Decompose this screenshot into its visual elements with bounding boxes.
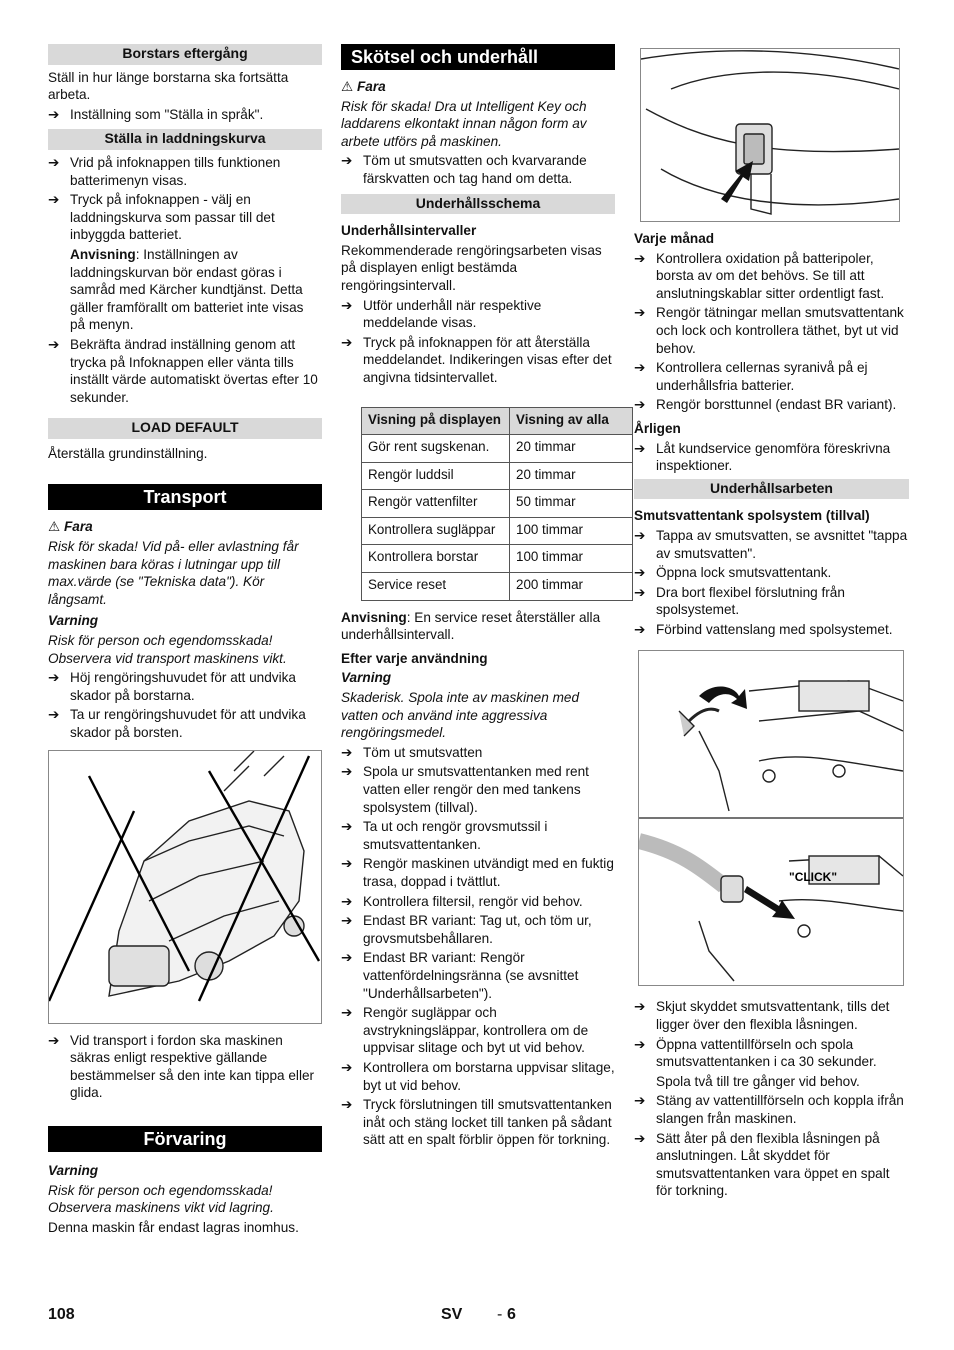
instruction-item: ➔ Vrid på infoknappen tills funktionen batterimenyn visas. (48, 154, 281, 188)
instruction-item: ➔ Inställning som "Ställa in språk". (48, 106, 264, 122)
arrow-icon: ➔ (341, 950, 353, 966)
instruction-item: ➔ Kontrollera om borstarna uppvisar slitage, byt ut vid behov. (341, 1059, 615, 1093)
instruction-item: ➔ Kontrollera cellernas syranivå på ej underhållsfria batterier. (634, 360, 868, 393)
heading-borstars-eftergang: Borstars eftergång (48, 44, 322, 65)
warning-label: Varning (48, 613, 99, 629)
arrow-icon: ➔ (341, 297, 353, 313)
heading-underhallsschema: Underhållsschema (341, 194, 615, 215)
arrow-icon: ➔ (341, 153, 353, 169)
arrow-icon: ➔ (48, 670, 60, 686)
arrow-icon: ➔ (341, 913, 353, 929)
subheading-intervall: Underhållsintervaller (341, 223, 477, 239)
page-number: 108 (48, 1306, 75, 1323)
arrow-icon: ➔ (341, 334, 353, 350)
arrow-icon: ➔ (634, 584, 646, 600)
note: Anvisning: En service reset återställer alla underhållsintervall. (341, 609, 601, 643)
danger-text: Risk för skada! Dra ut Intelligent Key och laddarens elkontakt innan någon form av arbete utförs på maskinen. (341, 98, 587, 149)
heading-load-default: LOAD DEFAULT (48, 418, 322, 439)
arrow-icon: ➔ (634, 565, 646, 581)
arrow-icon: ➔ (341, 856, 353, 872)
column-middle (341, 44, 615, 1151)
footer-separator: - (497, 1306, 503, 1323)
table-row (362, 462, 633, 490)
table-cell: 100 timmar (510, 517, 633, 545)
transport-illustration (48, 750, 322, 1024)
paragraph: Denna maskin får endast lagras inomhus. (48, 1219, 299, 1235)
instruction-item: ➔ Tappa av smutsvatten, se avsnittet "tappa av smutsvatten". (634, 527, 908, 561)
arrow-icon: ➔ (634, 1036, 646, 1052)
arrow-icon: ➔ (634, 621, 646, 637)
instruction-item: ➔ Rengör borsttunnel (endast BR variant). (634, 397, 897, 413)
instruction-item: ➔ Rengör tätningar mellan smutsvattentank och lock och kontrollera täthet, byt ut vid behov. (634, 305, 904, 356)
table-row (362, 573, 633, 601)
table-cell: Kontrollera sugläppar (362, 517, 510, 545)
instruction-item: ➔ Ta ur rengöringshuvudet för att undvika skador på borsten. (48, 707, 306, 740)
language-code: SV (441, 1306, 463, 1323)
column-right (634, 44, 909, 1202)
instruction-item: ➔ Öppna vattentillförseln och spola smutsvattentanken i ca 30 sekunder. (634, 1036, 877, 1070)
instruction-item: ➔ Kontrollera filtersil, rengör vid behov. (341, 893, 583, 909)
subheading-arligen: Årligen (634, 420, 681, 436)
instruction-item: ➔ Skjut skyddet smutsvattentank, tills det ligger över den flexibla låsningen. (634, 999, 890, 1033)
section-title-skotsel: Skötsel och underhåll (341, 44, 615, 70)
heading-underhallsarbeten: Underhållsarbeten (634, 479, 909, 500)
arrow-icon: ➔ (48, 336, 60, 352)
table-cell: 100 timmar (510, 545, 633, 573)
click-label: "CLICK" (789, 870, 838, 885)
arrow-icon: ➔ (634, 440, 646, 456)
warning-text: Skaderisk. Spola inte av maskinen med vatten och använd inte aggressiva rengöringsmedel. (341, 690, 580, 741)
subheading-manad: Varje månad (634, 231, 715, 246)
instruction-item: ➔ Låt kundservice genomföra föreskrivna inspektioner. (634, 440, 891, 474)
section-title-transport: Transport (48, 484, 322, 510)
note: Anvisning: Inställningen av laddningskurvan bör endast göras i samråd med Kärcher kundtjänst. Detta gäller framförallt om batteriet inte visas på menyn. (70, 246, 304, 333)
arrow-icon: ➔ (341, 893, 353, 909)
arrow-icon: ➔ (48, 707, 60, 723)
instruction-item: ➔ Sätt åter på den flexibla låsningen på anslutningen. Låt skyddet för smutsvattentanken vara öppet en spalt för torkning. (634, 1130, 890, 1199)
arrow-icon: ➔ (341, 764, 353, 780)
table-cell: 20 timmar (510, 435, 633, 463)
table-cell: 200 timmar (510, 573, 633, 601)
subheading-spolsystem: Smutsvattentank spolsystem (tillval) (634, 508, 870, 524)
instruction-item: ➔ Rengör maskinen utvändigt med en fuktig trasa, doppad i tvättlut. (341, 856, 614, 889)
section-title-forvaring: Förvaring (48, 1126, 322, 1152)
warning-triangle-icon: ⚠ (341, 79, 357, 94)
subheading-efter: Efter varje användning (341, 650, 488, 666)
paragraph: Spola två till tre gånger vid behov. (656, 1073, 860, 1089)
danger-text: Risk för skada! Vid på- eller avlastning får maskinen bara köras i lutningar upp till max.värde (se "Tekniska data"). Kör långsamt. (48, 539, 299, 607)
table-cell: Gör rent sugskenan. (362, 435, 510, 463)
arrow-icon: ➔ (48, 192, 60, 208)
arrow-icon: ➔ (48, 1032, 60, 1048)
paragraph: Återställa grundinställning. (48, 445, 208, 461)
paragraph: Ställ in hur länge borstarna ska fortsätta arbeta. (48, 69, 289, 103)
arrow-icon: ➔ (634, 527, 646, 543)
arrow-icon: ➔ (634, 999, 646, 1015)
warning-text: Risk för person och egendomsskada! Observera maskinens vikt vid lagring. (48, 1182, 274, 1216)
warning-label: Varning (48, 1162, 99, 1178)
arrow-icon: ➔ (341, 819, 353, 835)
table-cell: 20 timmar (510, 462, 633, 490)
arrow-icon: ➔ (634, 1093, 646, 1109)
maintenance-table (361, 407, 633, 601)
warning-text: Risk för person och egendomsskada! Observera vid transport maskinens vikt. (48, 633, 287, 666)
flush-system-illustration (638, 650, 904, 986)
warning-label: Varning (341, 670, 392, 686)
arrow-icon: ➔ (634, 250, 646, 266)
instruction-item: ➔ Höj rengöringshuvudet för att undvika skador på borstarna. (48, 670, 296, 703)
arrow-icon: ➔ (48, 154, 60, 170)
arrow-icon: ➔ (341, 1097, 353, 1113)
instruction-item: ➔ Bekräfta ändrad inställning genom att trycka på Infoknappen eller vänta tills inställt värde automatiskt övertas efter 10 sekunder. (48, 336, 318, 405)
instruction-item: ➔ Endast BR variant: Rengör vattenfördelningsränna (se avsnittet "Underhållsarbeten"). (341, 950, 579, 1001)
instruction-item: ➔ Ta ut och rengör grovsmutssil i smutsvattentanken. (341, 819, 548, 852)
table-cell: Rengör vattenfilter (362, 490, 510, 518)
instruction-item: ➔ Tryck på infoknappen för att återställa meddelandet. Indikeringen visas efter det angivna tidsintervallet. (341, 334, 612, 385)
instruction-item: ➔ Vid transport i fordon ska maskinen säkras enligt respektive gällande bestämmelser så den inte kan tippa eller glida. (48, 1032, 315, 1101)
tank-lock-illustration (640, 48, 900, 222)
table-header: Visning av alla (510, 407, 633, 435)
arrow-icon: ➔ (634, 1130, 646, 1146)
arrow-icon: ➔ (634, 305, 646, 321)
arrow-icon: ➔ (341, 1005, 353, 1021)
table-cell: Kontrollera borstar (362, 545, 510, 573)
table-row (362, 545, 633, 573)
warning-triangle-icon: ⚠ (48, 519, 64, 535)
arrow-icon: ➔ (341, 744, 353, 760)
instruction-item: ➔ Utför underhåll när respektive meddelande visas. (341, 297, 542, 331)
instruction-item: ➔ Tryck på infoknappen - välj en laddningskurva som passar till det inbyggda batteriet. (48, 192, 275, 243)
table-cell: 50 timmar (510, 490, 633, 518)
instruction-item: ➔ Dra bort flexibel förslutning från spolsystemet. (634, 584, 845, 618)
instruction-item: ➔ Töm ut smutsvatten och kvarvarande färskvatten och tag hand om detta. (341, 153, 587, 186)
instruction-item: ➔ Rengör sugläppar och avstrykningsläppar, kontrollera om de uppvisar slitage och byt ut vid behov. (341, 1005, 589, 1056)
table-header-row (362, 407, 633, 435)
danger-label: ⚠ Fara (341, 79, 386, 94)
paragraph: Rekommenderade rengöringsarbeten visas på displayen enligt bestämda rengöringsintervall. (341, 242, 602, 293)
table-cell: Rengör luddsil (362, 462, 510, 490)
instruction-item: ➔ Förbind vattenslang med spolsystemet. (634, 621, 893, 637)
arrow-icon: ➔ (634, 397, 646, 413)
instruction-item: ➔ Endast BR variant: Tag ut, och töm ur, grovsmutsbehållaren. (341, 913, 592, 946)
instruction-item: ➔ Stäng av vattentillförseln och koppla ifrån slangen från maskinen. (634, 1093, 904, 1127)
table-header: Visning på displayen (362, 407, 510, 435)
instruction-item: ➔ Töm ut smutsvatten (341, 744, 483, 760)
table-row (362, 490, 633, 518)
danger-label: ⚠ Fara (48, 519, 93, 535)
instruction-item: ➔ Kontrollera oxidation på batteripoler, borsta av om det behövs. Se till att anslutningskablar sitter ordentligt fast. (634, 250, 885, 301)
table-row (362, 517, 633, 545)
section-page-number: 6 (507, 1306, 516, 1323)
heading-laddningskurva: Ställa in laddningskurva (48, 129, 322, 150)
table-row (362, 435, 633, 463)
arrow-icon: ➔ (48, 106, 60, 122)
instruction-item: ➔ Öppna lock smutsvattentank. (634, 565, 832, 581)
arrow-icon: ➔ (634, 360, 646, 376)
instruction-item: ➔ Tryck förslutningen till smutsvattentanken inåt och stäng locket till tanken på sådant sätt att en spalt förblir öppen för torkning. (341, 1097, 612, 1148)
arrow-icon: ➔ (341, 1059, 353, 1075)
table-cell: Service reset (362, 573, 510, 601)
instruction-item: ➔ Spola ur smutsvattentanken med rent vatten eller rengör den med tankens spolsystem (tillval). (341, 764, 589, 815)
column-left (48, 44, 322, 1238)
